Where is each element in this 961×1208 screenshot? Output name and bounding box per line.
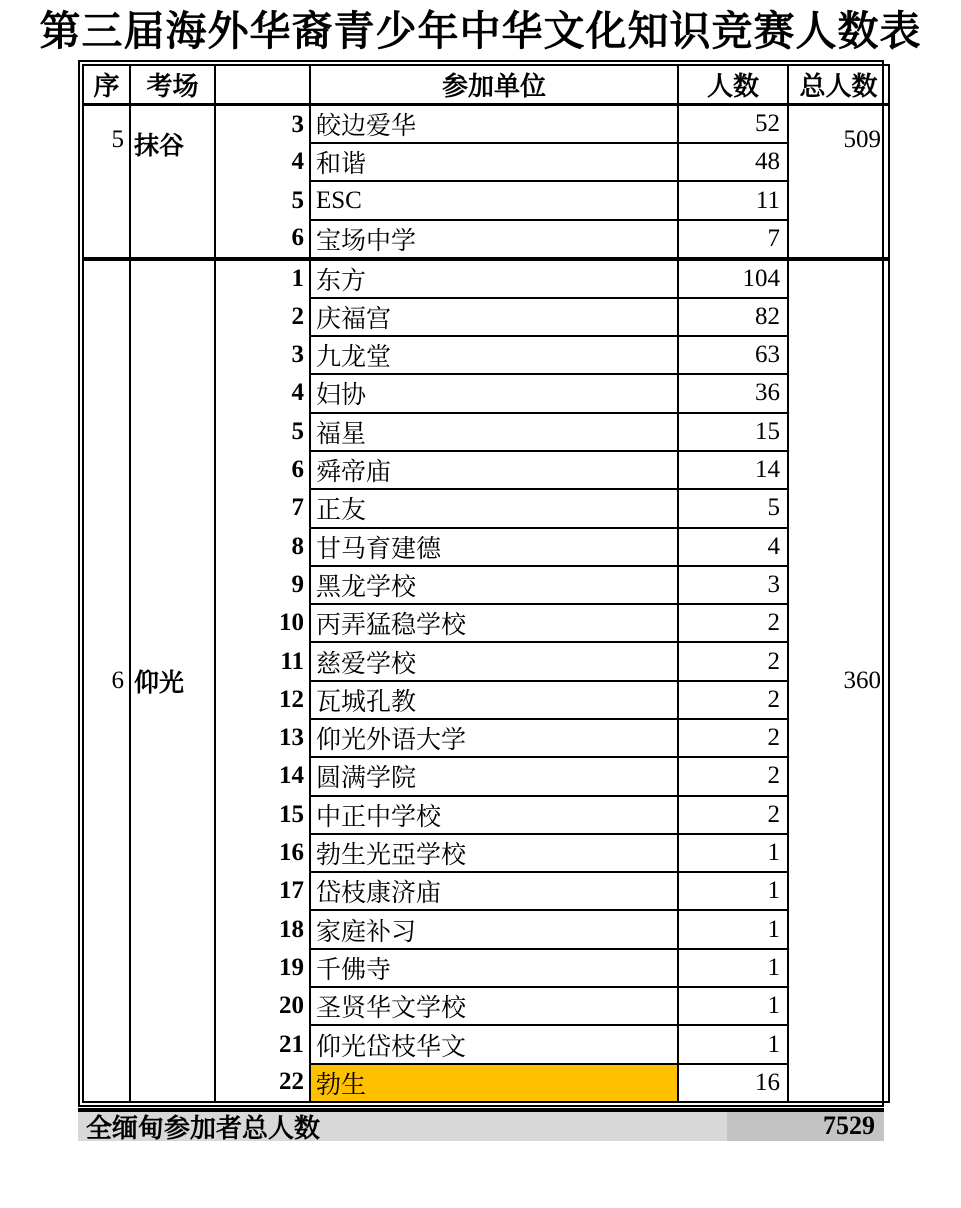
count-cell: 1: [678, 872, 788, 910]
unit-no-cell: 11: [215, 642, 310, 680]
count-cell: 16: [678, 1064, 788, 1102]
unit-no-cell: 12: [215, 681, 310, 719]
unit-name-cell: 和谐: [310, 143, 678, 181]
unit-no-cell: 6: [215, 220, 310, 259]
count-cell: 14: [678, 451, 788, 489]
unit-no-cell: 14: [215, 757, 310, 795]
unit-name-cell: 千佛寺: [310, 949, 678, 987]
unit-name-cell: 东方: [310, 259, 678, 298]
count-cell: 63: [678, 336, 788, 374]
page-title: 第三届海外华裔青少年中华文化知识竞赛人数表: [39, 8, 922, 54]
unit-no-cell: 9: [215, 566, 310, 604]
unit-no-cell: 5: [215, 413, 310, 451]
unit-no-cell: 5: [215, 181, 310, 219]
col-header-count: 人数: [678, 65, 788, 105]
unit-name-cell: 中正中学校: [310, 796, 678, 834]
unit-name-cell: 舜帝庙: [310, 451, 678, 489]
unit-no-cell: 22: [215, 1064, 310, 1102]
unit-no-cell: 3: [215, 336, 310, 374]
col-header-seq: 序: [83, 65, 130, 105]
unit-no-cell: 6: [215, 451, 310, 489]
count-cell: 104: [678, 259, 788, 298]
unit-no-cell: 7: [215, 489, 310, 527]
unit-name-cell: 勃生光亞学校: [310, 834, 678, 872]
count-cell: 2: [678, 642, 788, 680]
unit-no-cell: 4: [215, 374, 310, 412]
venue-cell: 仰光: [130, 259, 215, 1102]
col-header-blank: [215, 65, 310, 105]
unit-no-cell: 15: [215, 796, 310, 834]
table-row: [83, 105, 889, 144]
table-header: [83, 65, 889, 105]
count-cell: 1: [678, 910, 788, 948]
unit-name-cell: 仰光岱枝华文: [310, 1025, 678, 1063]
unit-name-cell: 家庭补习: [310, 910, 678, 948]
unit-no-cell: 20: [215, 987, 310, 1025]
count-cell: 1: [678, 1025, 788, 1063]
count-cell: 4: [678, 528, 788, 566]
unit-name-cell: 宝场中学: [310, 220, 678, 259]
count-cell: 2: [678, 719, 788, 757]
count-cell: 1: [678, 949, 788, 987]
count-cell: 2: [678, 681, 788, 719]
seq-cell: 5: [83, 105, 130, 259]
unit-no-cell: 16: [215, 834, 310, 872]
grand-total-bar: [78, 1108, 884, 1141]
unit-no-cell: 17: [215, 872, 310, 910]
count-cell: 1: [678, 987, 788, 1025]
unit-no-cell: 18: [215, 910, 310, 948]
seq-cell: 6: [111, 666, 124, 694]
unit-name-cell: 岱枝康济庙: [310, 872, 678, 910]
unit-no-cell: 13: [215, 719, 310, 757]
unit-name-cell: 慈爱学校: [310, 642, 678, 680]
table-body: [83, 105, 889, 1102]
unit-name-cell: 庆福宫: [310, 298, 678, 336]
unit-name-cell: 皎边爱华: [310, 105, 678, 144]
count-cell: 1: [678, 834, 788, 872]
count-cell: 7: [678, 220, 788, 259]
count-cell: 3: [678, 566, 788, 604]
count-cell: 2: [678, 604, 788, 642]
unit-no-cell: 4: [215, 143, 310, 181]
unit-name-cell: 黑龙学校: [310, 566, 678, 604]
count-cell: 82: [678, 298, 788, 336]
unit-no-cell: 3: [215, 105, 310, 144]
col-header-unit: 参加单位: [310, 65, 678, 105]
count-cell: 5: [678, 489, 788, 527]
count-cell: 48: [678, 143, 788, 181]
unit-name-cell: 圣贤华文学校: [310, 987, 678, 1025]
unit-name-cell: 瓦城孔教: [310, 681, 678, 719]
total-cell: 509: [788, 105, 889, 259]
count-cell: 15: [678, 413, 788, 451]
participants-table-grid: [82, 64, 890, 1103]
grand-total-value: 7529: [727, 1112, 884, 1141]
col-header-venue: 考场: [130, 65, 215, 105]
count-cell: 2: [678, 757, 788, 795]
unit-no-cell: 19: [215, 949, 310, 987]
unit-no-cell: 21: [215, 1025, 310, 1063]
total-cell: 360: [788, 259, 889, 1102]
venue-cell: 抹谷: [130, 105, 215, 259]
col-header-total: 总人数: [788, 65, 889, 105]
participants-table: [78, 60, 884, 1107]
header-row: [83, 65, 889, 105]
unit-name-cell: 圆满学院: [310, 757, 678, 795]
unit-name-cell: ESC: [310, 181, 678, 219]
unit-no-cell: 1: [215, 259, 310, 298]
unit-no-cell: 2: [215, 298, 310, 336]
count-cell: 11: [678, 181, 788, 219]
unit-name-cell: 仰光外语大学: [310, 719, 678, 757]
unit-no-cell: 8: [215, 528, 310, 566]
unit-name-cell: 九龙堂: [310, 336, 678, 374]
unit-name-cell: 福星: [310, 413, 678, 451]
grand-total-label: 全缅甸参加者总人数: [86, 1113, 321, 1143]
count-cell: 52: [678, 105, 788, 144]
table-row: [83, 259, 889, 298]
unit-name-cell: 妇协: [310, 374, 678, 412]
unit-name-cell: 甘马育建德: [310, 528, 678, 566]
count-cell: 36: [678, 374, 788, 412]
unit-name-cell: 丙弄猛稳学校: [310, 604, 678, 642]
unit-name-cell: 正友: [310, 489, 678, 527]
sheet: [0, 8, 961, 1208]
highlighted-unit-name-cell: 勃生: [310, 1064, 678, 1102]
unit-no-cell: 10: [215, 604, 310, 642]
count-cell: 2: [678, 796, 788, 834]
